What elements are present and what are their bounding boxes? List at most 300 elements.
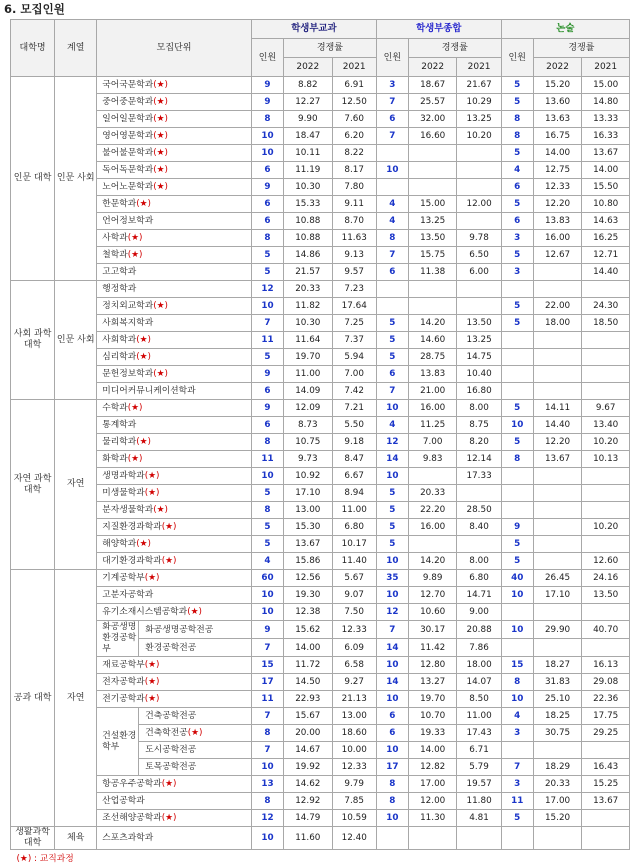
rate-cell: 17.43 [457, 725, 501, 742]
quota-cell: 10 [251, 759, 283, 776]
rate-cell: 14.20 [408, 315, 457, 332]
rate-cell: 8.17 [332, 162, 376, 179]
teaching-star: (★) [128, 233, 143, 243]
rate-cell: 12.20 [533, 434, 582, 451]
rate-cell [533, 366, 582, 383]
rate-cell [533, 349, 582, 366]
rate-cell: 14.50 [283, 674, 332, 691]
rate-cell: 12.60 [582, 553, 630, 570]
table-row [11, 383, 630, 400]
quota-cell: 10 [376, 553, 408, 570]
quota-cell: 9 [251, 77, 283, 94]
rate-cell [582, 281, 630, 298]
table-row [11, 366, 630, 383]
quota-cell: 3 [501, 230, 533, 247]
header-field: 계열 [55, 20, 97, 77]
rate-cell: 13.40 [582, 417, 630, 434]
field-cell: 인문 사회 [55, 77, 97, 281]
unit-label: 미생물학과 [102, 488, 145, 498]
quota-cell: 4 [376, 196, 408, 213]
teaching-star: (★) [136, 199, 151, 209]
unit-name [97, 468, 252, 485]
table-row [11, 434, 630, 451]
table-row [11, 674, 630, 691]
unit-label: 재료공학부 [102, 660, 145, 670]
quota-cell: 8 [251, 434, 283, 451]
unit-name [97, 417, 252, 434]
rate-cell: 7.25 [332, 315, 376, 332]
quota-cell: 10 [251, 604, 283, 621]
quota-cell: 7 [251, 708, 283, 725]
rate-cell: 15.25 [582, 776, 630, 793]
quota-cell: 10 [251, 128, 283, 145]
rate-cell: 11.60 [283, 827, 332, 850]
rate-cell [408, 536, 457, 553]
unit-name [139, 759, 252, 776]
unit-label: 스포츠과학과 [102, 833, 153, 843]
header-group-essay: 논술 [501, 20, 629, 39]
rate-cell: 17.00 [408, 776, 457, 793]
table-row [11, 776, 630, 793]
rate-cell: 8.40 [457, 519, 501, 536]
table-row [11, 315, 630, 332]
quota-cell: 5 [376, 536, 408, 553]
rate-cell: 24.16 [582, 570, 630, 587]
table-row [11, 604, 630, 621]
quota-cell: 9 [501, 519, 533, 536]
unit-name [97, 570, 252, 587]
quota-cell: 5 [501, 434, 533, 451]
rate-cell: 15.75 [408, 247, 457, 264]
rate-cell: 7.42 [332, 383, 376, 400]
quota-cell: 15 [501, 657, 533, 674]
teaching-star: (★) [136, 539, 151, 549]
rate-cell: 13.25 [408, 213, 457, 230]
unit-name [97, 536, 252, 553]
rate-cell: 8.75 [457, 417, 501, 434]
rate-cell: 12.14 [457, 451, 501, 468]
quota-cell: 6 [501, 179, 533, 196]
rate-cell: 18.25 [533, 708, 582, 725]
rate-cell: 13.33 [582, 111, 630, 128]
unit-name [97, 827, 252, 850]
rate-cell: 14.07 [457, 674, 501, 691]
rate-cell: 40.70 [582, 621, 630, 639]
table-row [11, 657, 630, 674]
unit-label: 국어국문학과 [102, 80, 153, 90]
rate-cell: 25.10 [533, 691, 582, 708]
rate-cell [533, 281, 582, 298]
unit-name [97, 793, 252, 810]
header-group-comprehensive: 학생부종합 [376, 20, 501, 39]
rate-cell: 12.75 [533, 162, 582, 179]
teaching-star: (★) [153, 301, 168, 311]
rate-cell: 13.50 [408, 230, 457, 247]
rate-cell: 14.20 [408, 553, 457, 570]
unit-label: 중어중문학과 [102, 97, 153, 107]
rate-cell: 7.80 [332, 179, 376, 196]
rate-cell: 10.20 [457, 128, 501, 145]
rate-cell: 6.71 [457, 742, 501, 759]
quota-cell: 8 [376, 776, 408, 793]
unit-label: 영어영문학과 [102, 131, 153, 141]
quota-cell [376, 281, 408, 298]
teaching-star: (★) [153, 114, 168, 124]
rate-cell: 8.22 [332, 145, 376, 162]
unit-name [139, 708, 252, 725]
unit-name [97, 674, 252, 691]
quota-cell: 5 [501, 145, 533, 162]
admissions-table [10, 19, 630, 868]
rate-cell [582, 383, 630, 400]
unit-label: 화학과 [102, 454, 128, 464]
rate-cell: 11.82 [283, 298, 332, 315]
rate-cell: 8.50 [457, 691, 501, 708]
rate-cell [582, 332, 630, 349]
rate-cell: 11.25 [408, 417, 457, 434]
quota-cell: 8 [376, 793, 408, 810]
rate-cell [457, 162, 501, 179]
teaching-star: (★) [153, 369, 168, 379]
rate-cell: 10.17 [332, 536, 376, 553]
quota-cell: 7 [501, 759, 533, 776]
header-year: 2021 [582, 58, 630, 77]
quota-cell: 10 [376, 468, 408, 485]
rate-cell: 13.63 [533, 111, 582, 128]
quota-cell: 12 [251, 281, 283, 298]
rate-cell: 8.94 [332, 485, 376, 502]
table-row [11, 793, 630, 810]
rate-cell: 12.33 [533, 179, 582, 196]
rate-cell: 10.30 [283, 179, 332, 196]
table-row [11, 264, 630, 281]
quota-cell: 12 [376, 604, 408, 621]
quota-cell: 7 [376, 621, 408, 639]
quota-cell: 7 [376, 128, 408, 145]
rate-cell: 9.73 [283, 451, 332, 468]
unit-name [97, 587, 252, 604]
rate-cell: 10.88 [283, 213, 332, 230]
quota-cell: 8 [251, 111, 283, 128]
quota-cell: 8 [501, 111, 533, 128]
rate-cell: 17.10 [283, 485, 332, 502]
unit-label: 고고학과 [102, 267, 136, 277]
quota-cell: 6 [251, 162, 283, 179]
header-quota: 인원 [501, 39, 533, 77]
unit-name [97, 349, 252, 366]
rate-cell: 17.33 [457, 468, 501, 485]
rate-cell [582, 366, 630, 383]
rate-cell: 10.88 [283, 230, 332, 247]
quota-cell [376, 827, 408, 850]
unit-label: 한문학과 [102, 199, 136, 209]
table-row [11, 451, 630, 468]
rate-cell [582, 639, 630, 657]
rate-cell: 22.36 [582, 691, 630, 708]
quota-cell [501, 604, 533, 621]
header-competition: 경쟁률 [408, 39, 501, 58]
quota-cell [376, 179, 408, 196]
rate-cell: 8.47 [332, 451, 376, 468]
quota-cell: 5 [251, 536, 283, 553]
rate-cell [582, 742, 630, 759]
rate-cell: 14.11 [533, 400, 582, 417]
unit-label: 불어불문학과 [102, 148, 153, 158]
rate-cell: 18.29 [533, 759, 582, 776]
quota-cell: 12 [251, 810, 283, 827]
rate-cell: 8.82 [283, 77, 332, 94]
table-row [11, 502, 630, 519]
rate-cell [582, 810, 630, 827]
quota-cell: 7 [251, 315, 283, 332]
quota-cell: 5 [376, 332, 408, 349]
rate-cell: 12.56 [283, 570, 332, 587]
quota-cell: 10 [251, 468, 283, 485]
unit-name [97, 128, 252, 145]
rate-cell: 12.33 [332, 759, 376, 776]
legend-note: (★) : 교직과정 [11, 850, 630, 868]
rate-cell: 7.00 [332, 366, 376, 383]
unit-name [97, 94, 252, 111]
unit-name [97, 179, 252, 196]
quota-cell: 14 [376, 451, 408, 468]
table-row [11, 621, 630, 639]
rate-cell: 18.47 [283, 128, 332, 145]
rate-cell: 13.50 [457, 315, 501, 332]
quota-cell: 5 [501, 315, 533, 332]
rate-cell [457, 179, 501, 196]
unit-name [97, 776, 252, 793]
rate-cell: 9.11 [332, 196, 376, 213]
unit-label: 환경공학전공 [145, 643, 196, 653]
rate-cell: 12.71 [582, 247, 630, 264]
table-row [11, 162, 630, 179]
rate-cell: 14.71 [457, 587, 501, 604]
rate-cell: 12.92 [283, 793, 332, 810]
quota-cell: 11 [501, 793, 533, 810]
teaching-star: (★) [153, 131, 168, 141]
table-row [11, 128, 630, 145]
unit-name [97, 315, 252, 332]
rate-cell: 9.27 [332, 674, 376, 691]
rate-cell [457, 485, 501, 502]
rate-cell: 11.80 [457, 793, 501, 810]
rate-cell: 12.00 [408, 793, 457, 810]
quota-cell: 4 [501, 708, 533, 725]
rate-cell [408, 179, 457, 196]
rate-cell: 12.82 [408, 759, 457, 776]
rate-cell: 7.00 [408, 434, 457, 451]
rate-cell: 7.85 [332, 793, 376, 810]
rate-cell [408, 468, 457, 485]
teaching-star: (★) [162, 779, 177, 789]
quota-cell: 10 [251, 827, 283, 850]
rate-cell: 11.64 [283, 332, 332, 349]
quota-cell: 10 [501, 691, 533, 708]
rate-cell: 15.30 [283, 519, 332, 536]
rate-cell: 28.75 [408, 349, 457, 366]
quota-cell: 5 [501, 810, 533, 827]
rate-cell: 15.33 [283, 196, 332, 213]
quota-cell: 9 [251, 400, 283, 417]
rate-cell: 21.13 [332, 691, 376, 708]
teaching-star: (★) [162, 556, 177, 566]
college-cell: 사회 과학 대학 [11, 281, 55, 400]
rate-cell: 19.33 [408, 725, 457, 742]
rate-cell: 12.80 [408, 657, 457, 674]
rate-cell [582, 485, 630, 502]
quota-cell: 9 [251, 621, 283, 639]
subgroup-cell: 건설환경 학부 [97, 708, 139, 776]
rate-cell: 13.67 [533, 451, 582, 468]
table-row [11, 468, 630, 485]
rate-cell [408, 145, 457, 162]
quota-cell: 5 [501, 400, 533, 417]
table-row [11, 417, 630, 434]
rate-cell: 18.00 [533, 315, 582, 332]
rate-cell [533, 485, 582, 502]
table-row [11, 230, 630, 247]
unit-name [97, 553, 252, 570]
unit-name [97, 213, 252, 230]
rate-cell: 29.90 [533, 621, 582, 639]
rate-cell: 13.60 [533, 94, 582, 111]
rate-cell: 29.25 [582, 725, 630, 742]
rate-cell: 6.09 [332, 639, 376, 657]
quota-cell: 35 [376, 570, 408, 587]
rate-cell [533, 332, 582, 349]
quota-cell: 5 [251, 247, 283, 264]
rate-cell: 15.00 [408, 196, 457, 213]
rate-cell: 32.00 [408, 111, 457, 128]
unit-label: 유기소재시스템공학과 [102, 607, 187, 617]
unit-label: 수학과 [102, 403, 128, 413]
quota-cell: 5 [251, 264, 283, 281]
quota-cell: 4 [251, 553, 283, 570]
rate-cell [457, 145, 501, 162]
rate-cell: 6.20 [332, 128, 376, 145]
header-year: 2022 [408, 58, 457, 77]
table-body [11, 77, 630, 850]
table-row [11, 691, 630, 708]
rate-cell: 16.80 [457, 383, 501, 400]
rate-cell: 6.80 [332, 519, 376, 536]
rate-cell [582, 536, 630, 553]
quota-cell: 5 [501, 298, 533, 315]
rate-cell: 13.00 [332, 708, 376, 725]
unit-label: 도시공학전공 [145, 745, 196, 755]
rate-cell: 6.91 [332, 77, 376, 94]
rate-cell: 11.63 [332, 230, 376, 247]
table-row [11, 145, 630, 162]
unit-label: 미디어커뮤니케이션학과 [102, 386, 195, 396]
unit-label: 물리학과 [102, 437, 136, 447]
rate-cell: 14.00 [533, 145, 582, 162]
rate-cell [457, 827, 501, 850]
rate-cell: 28.50 [457, 502, 501, 519]
rate-cell [582, 604, 630, 621]
quota-cell: 4 [501, 162, 533, 179]
quota-cell [501, 468, 533, 485]
teaching-star: (★) [153, 97, 168, 107]
rate-cell: 30.17 [408, 621, 457, 639]
teaching-star: (★) [162, 522, 177, 532]
header-university: 대학명 [11, 20, 55, 77]
unit-name [97, 485, 252, 502]
college-cell: 공과 대학 [11, 570, 55, 827]
unit-label: 조선해양공학과 [102, 813, 162, 823]
rate-cell: 10.00 [332, 742, 376, 759]
rate-cell: 10.20 [582, 519, 630, 536]
quota-cell: 5 [251, 485, 283, 502]
rate-cell: 10.60 [408, 604, 457, 621]
rate-cell: 9.67 [582, 400, 630, 417]
quota-cell: 17 [376, 759, 408, 776]
teaching-star: (★) [145, 677, 160, 687]
header-year: 2021 [457, 58, 501, 77]
rate-cell: 21.67 [457, 77, 501, 94]
rate-cell: 18.60 [332, 725, 376, 742]
rate-cell: 22.00 [533, 298, 582, 315]
quota-cell [501, 485, 533, 502]
quota-cell: 10 [251, 587, 283, 604]
quota-cell: 4 [376, 417, 408, 434]
rate-cell: 19.30 [283, 587, 332, 604]
rate-cell: 29.08 [582, 674, 630, 691]
rate-cell: 13.67 [582, 793, 630, 810]
quota-cell: 11 [251, 332, 283, 349]
rate-cell [457, 536, 501, 553]
field-cell: 자연 [55, 400, 97, 570]
rate-cell: 11.00 [283, 366, 332, 383]
rate-cell: 14.00 [408, 742, 457, 759]
rate-cell: 14.86 [283, 247, 332, 264]
quota-cell: 5 [501, 94, 533, 111]
unit-name [97, 162, 252, 179]
quota-cell [501, 639, 533, 657]
unit-label: 대기환경과학과 [102, 556, 162, 566]
quota-cell: 7 [376, 383, 408, 400]
rate-cell [533, 264, 582, 281]
table-row [11, 827, 630, 850]
rate-cell: 16.00 [533, 230, 582, 247]
rate-cell: 12.27 [283, 94, 332, 111]
quota-cell: 5 [376, 502, 408, 519]
rate-cell: 8.20 [457, 434, 501, 451]
unit-name [97, 434, 252, 451]
quota-cell: 7 [376, 247, 408, 264]
table-row [11, 810, 630, 827]
rate-cell: 13.83 [533, 213, 582, 230]
quota-cell [501, 502, 533, 519]
teaching-star: (★) [188, 728, 203, 738]
rate-cell: 17.00 [533, 793, 582, 810]
rate-cell: 12.20 [533, 196, 582, 213]
unit-label: 지질환경과학과 [102, 522, 162, 532]
table-row [11, 485, 630, 502]
rate-cell: 11.38 [408, 264, 457, 281]
rate-cell: 13.25 [457, 111, 501, 128]
rate-cell: 14.63 [582, 213, 630, 230]
rate-cell: 18.50 [582, 315, 630, 332]
quota-cell: 12 [376, 434, 408, 451]
rate-cell: 10.29 [457, 94, 501, 111]
header-year: 2022 [283, 58, 332, 77]
rate-cell: 14.09 [283, 383, 332, 400]
rate-cell: 5.50 [332, 417, 376, 434]
quota-cell: 10 [376, 691, 408, 708]
quota-cell: 6 [376, 725, 408, 742]
